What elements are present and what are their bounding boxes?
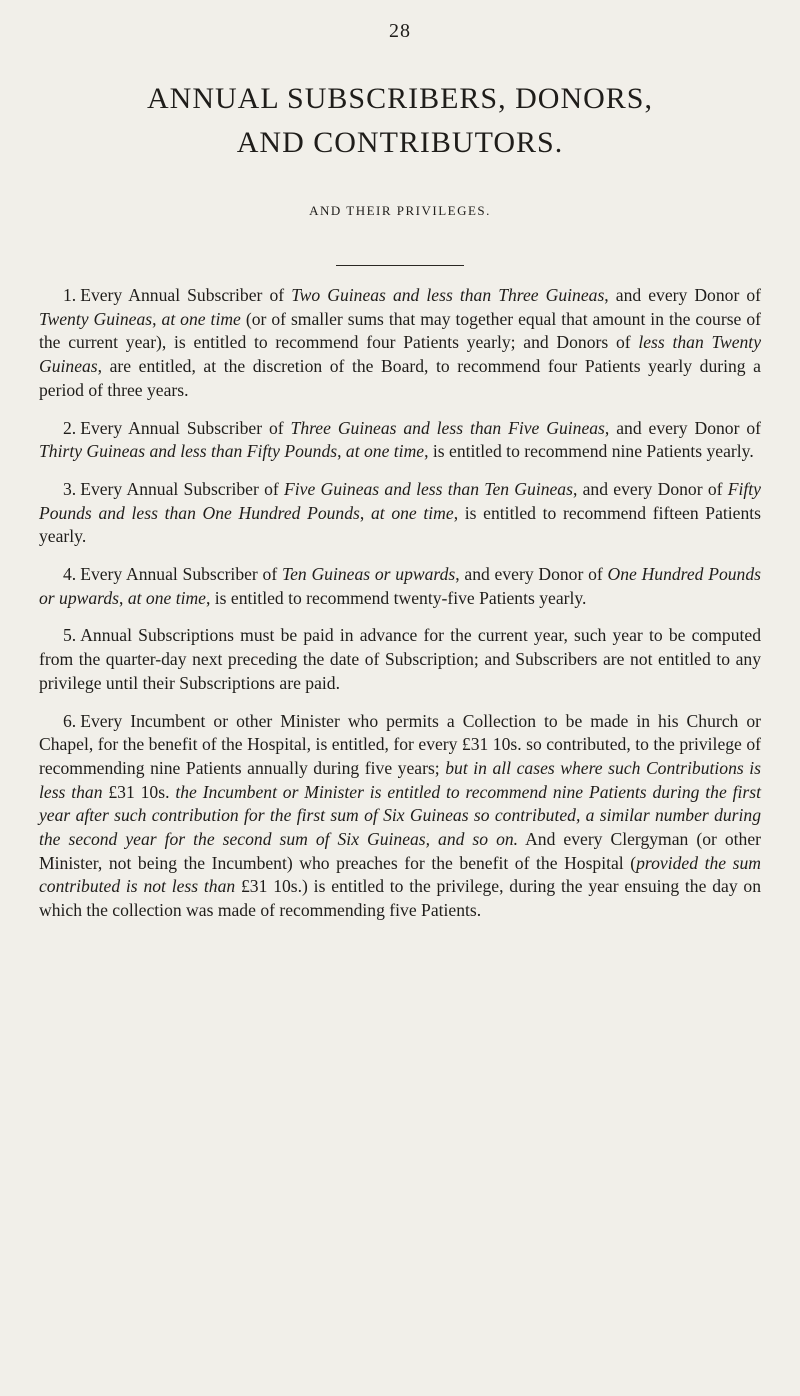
rule-text-italic: at one time [161,308,241,329]
rule-text: , [359,502,371,523]
rule-text: Every Annual Subscriber of [80,417,291,438]
rule-number: 6. [63,710,77,731]
rule-text: , [152,308,162,329]
rule-text-italic: Fifty Pounds and less than One Hundred Pounds [39,478,761,523]
rule-text-italic: Ten Guineas or upwards [281,564,456,585]
rule-text: , is entitled to recommend twenty-five Patients yearly. [206,587,587,608]
rule-text-italic: less than Twenty Guineas [39,332,761,377]
rule-text: Every Annual Subscriber of [80,285,292,305]
rule-text-italic: Twenty Guineas [39,308,153,329]
page-title-line-1: ANNUAL SUBSCRIBERS, DONORS, [147,82,653,115]
rule-paragraph [39,624,761,695]
page-number: 28 [389,20,411,42]
rule-text: Every Incumbent or other Minister who permits a Collection to be made in his Church or Chapel, for the benefit of the Hospital, is entitled, for every £31 10s. so contributed, to the privilege of recommending nine Patients annually during five years; [39,710,761,778]
rule-text: , is entitled to recommend nine Patients yearly. [424,441,754,462]
rule-number: 1. [63,285,77,305]
rule-text-italic: but in all cases where such Contributions is less than [39,757,761,802]
rule-text: (or of smaller sums that may together equal that amount in the course of the current year), is entitled to recommend four Patients yearly; and Donors of [39,308,761,353]
rule-text-italic: the Incumbent or Minister is entitled to recommend nine Patients during the first year after such contribution for the first sum of Six Guineas so contributed, a similar number during the second year for the second sum of Six Guineas, and so on. [39,781,761,850]
rule-paragraph [39,710,761,923]
section-divider [336,265,464,266]
rule-text: , [119,587,128,608]
rule-paragraph [39,478,761,549]
page-title-line-2: AND CONTRIBUTORS. [236,126,564,159]
rule-text: Every Annual Subscriber of [80,564,282,585]
rule-text: Every Annual Subscriber of [80,478,284,499]
rule-text: , [337,441,346,462]
rule-text-italic: at one time [345,441,425,462]
rule-number: 3. [63,478,77,499]
rule-text: £31 10s.) is entitled to the privilege, during the year ensuing the day on which the collection was made of recommending five Patients. [39,876,762,921]
rule-text-italic: at one time [370,502,454,523]
rule-paragraph [39,284,761,403]
rule-number: 4. [63,564,77,585]
rule-text: , is entitled to recommend fifteen Patients yearly. [39,502,761,547]
rule-text-italic: at one time [127,587,206,608]
rule-text-italic: Three Guineas and less than Five Guineas [290,417,605,438]
rule-text: , and every Donor of [604,417,761,438]
rule-number: 5. [63,625,77,646]
rule-paragraph [39,563,761,610]
rule-text: Annual Subscriptions must be paid in advance for the current year, such year to be computed from the quarter-day next preceding the date of Subscription; and Subscribers are not entitled to any privilege until their Subscriptions are paid. [39,625,761,693]
rule-text-italic: One Hundred Pounds or upwards [39,564,761,608]
rule-text-italic: Thirty Guineas and less than Fifty Pounds [39,441,338,462]
rule-text: , are entitled, at the discretion of the Board, to recommend four Patients yearly during a period of three years. [39,356,761,400]
rule-text-italic: provided the sum contributed is not less than [39,852,761,897]
rule-text-italic: Five Guineas and less than Ten Guineas [284,478,573,499]
rule-text: And every Clergyman (or other Minister, not being the Incumbent) who preaches for the benefit of the Hospital ( [39,829,761,873]
rule-text-italic: Two Guineas and less than Three Guineas [291,285,605,305]
rule-number: 2. [63,417,77,438]
rule-text: , and every Donor of [455,564,608,585]
rules-body [39,284,761,937]
rule-text: , and every Donor of [572,478,728,499]
rule-text: £31 10s. [102,781,176,802]
rule-text: , and every Donor of [604,285,762,305]
page-subtitle: AND THEIR PRIVILEGES. [309,203,491,218]
rule-paragraph [39,417,761,464]
